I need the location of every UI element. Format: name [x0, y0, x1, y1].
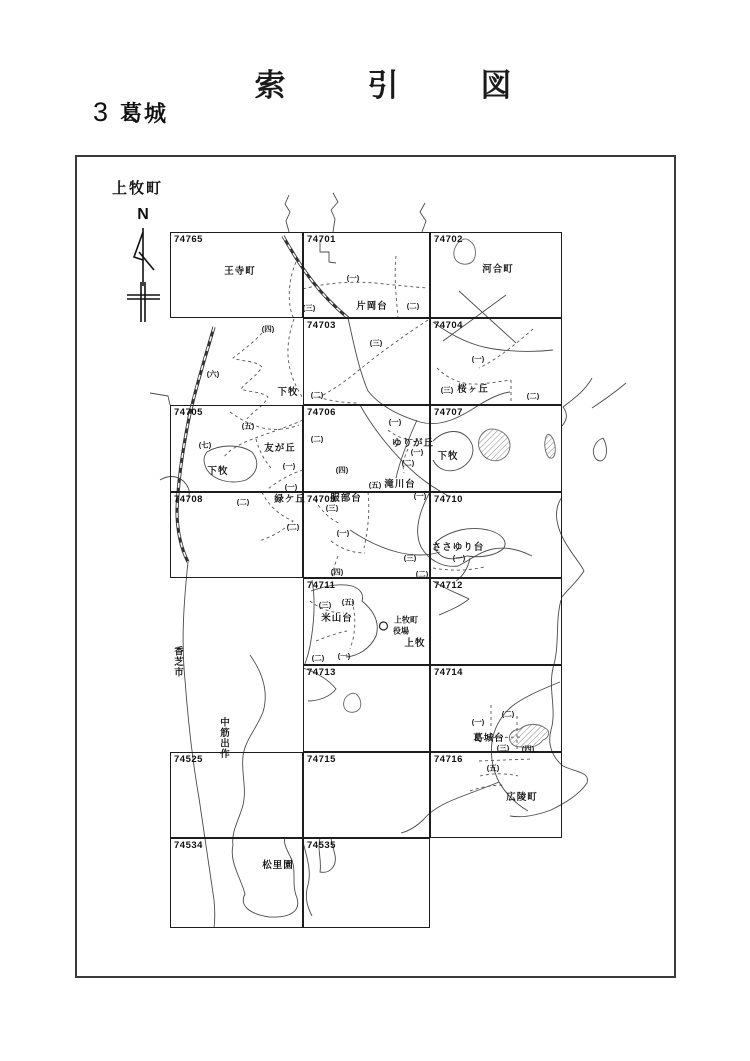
- map-label: (三): [403, 553, 417, 563]
- map-label: 下牧: [437, 451, 459, 462]
- map-label: (四): [335, 465, 349, 475]
- map-label: (一): [388, 417, 402, 427]
- map-sheet-number: 74709: [307, 494, 336, 505]
- map-label: (二): [501, 709, 515, 719]
- section-number: 3: [93, 97, 109, 127]
- map-sheet-number: 74765: [174, 234, 203, 245]
- map-sheet-number: 74534: [174, 840, 203, 851]
- map-label: (一): [471, 717, 485, 727]
- map-label: (四): [330, 567, 344, 577]
- map-label: 葛城台: [473, 733, 505, 744]
- map-sheet-number: 74706: [307, 407, 336, 418]
- map-label: (三): [318, 600, 332, 610]
- region-label: 上牧町: [112, 180, 164, 197]
- map-label: (二): [311, 653, 325, 663]
- map-label: (二): [310, 434, 324, 444]
- map-sheet-number: 74705: [174, 407, 203, 418]
- map-label: 桜ヶ丘: [457, 384, 489, 395]
- map-label: (二): [310, 390, 324, 400]
- map-label: 下牧: [277, 387, 299, 398]
- map-sheet-number: 74703: [307, 320, 336, 331]
- map-sheet-number: 74714: [434, 667, 463, 678]
- map-label: 松里園: [262, 860, 294, 871]
- map-sheet-number: 74716: [434, 754, 463, 765]
- map-label: 香芝市: [172, 646, 183, 678]
- map-sheet-number: 74702: [434, 234, 463, 245]
- map-label: 米山台: [321, 613, 353, 624]
- map-label: 王寺町: [224, 266, 256, 277]
- map-label: (一): [282, 461, 296, 471]
- map-sheet-number: 74707: [434, 407, 463, 418]
- map-label: 片岡台: [356, 301, 388, 312]
- map-label: (三): [325, 503, 339, 513]
- map-label: (一): [410, 447, 424, 457]
- map-label: 広陵町: [506, 792, 538, 803]
- map-label: (二): [526, 391, 540, 401]
- map-label: 滝川台: [384, 479, 416, 490]
- map-label: (三): [369, 338, 383, 348]
- page-title-char: 索: [254, 68, 286, 103]
- map-label: 上牧: [404, 638, 426, 649]
- page-title-char: 図: [480, 68, 512, 103]
- map-label: (五): [368, 480, 382, 490]
- map-label: (二): [406, 301, 420, 311]
- map-label: (四): [521, 744, 535, 754]
- map-label: (三): [496, 743, 510, 753]
- map-sheet-number: 74715: [307, 754, 336, 765]
- section-name: 葛城: [120, 101, 169, 126]
- map-label: (一): [346, 273, 360, 283]
- map-label: 下牧: [207, 466, 229, 477]
- map-label: 河合町: [482, 264, 514, 275]
- map-label: (七): [198, 440, 212, 450]
- map-label: (二): [415, 569, 429, 579]
- map-label: (六): [206, 369, 220, 379]
- map-sheet-number: 74525: [174, 754, 203, 765]
- map-label: 友が丘: [264, 443, 296, 454]
- map-sheet-number: 74701: [307, 234, 336, 245]
- map-label: (二): [286, 522, 300, 532]
- map-label: 緑ケ丘: [274, 494, 306, 505]
- map-label: (一): [413, 491, 427, 501]
- map-label: (一): [336, 528, 350, 538]
- map-label: (一): [471, 354, 485, 364]
- map-sheet-number: 74535: [307, 840, 336, 851]
- page-title-char: 引: [367, 68, 399, 103]
- map-label: (一): [337, 651, 351, 661]
- map-label: (五): [486, 763, 500, 773]
- map-label: 服部台: [330, 493, 362, 504]
- map-label: (二): [236, 497, 250, 507]
- map-label: (二): [401, 458, 415, 468]
- map-label: (四): [261, 324, 275, 334]
- map-label: (五): [341, 597, 355, 607]
- map-sheet-number: 74711: [307, 580, 336, 591]
- north-label: N: [137, 206, 149, 223]
- map-label: (一): [284, 482, 298, 492]
- map-sheet-number: 74704: [434, 320, 463, 331]
- map-sheet-number: 74708: [174, 494, 203, 505]
- map-label: (三): [302, 303, 316, 313]
- map-label: (一): [452, 553, 466, 563]
- map-label: 役場: [393, 626, 409, 636]
- map-label: (五): [241, 421, 255, 431]
- map-sheet-number: 74713: [307, 667, 336, 678]
- map-label: 中筋出作: [218, 717, 229, 759]
- map-sheet-number: 74710: [434, 494, 463, 505]
- map-sheet-number: 74712: [434, 580, 463, 591]
- map-label: 上牧町: [394, 615, 418, 625]
- map-label: (三): [440, 385, 454, 395]
- map-label: ささゆり台: [431, 542, 485, 553]
- map-label: ゆりが丘: [391, 438, 435, 449]
